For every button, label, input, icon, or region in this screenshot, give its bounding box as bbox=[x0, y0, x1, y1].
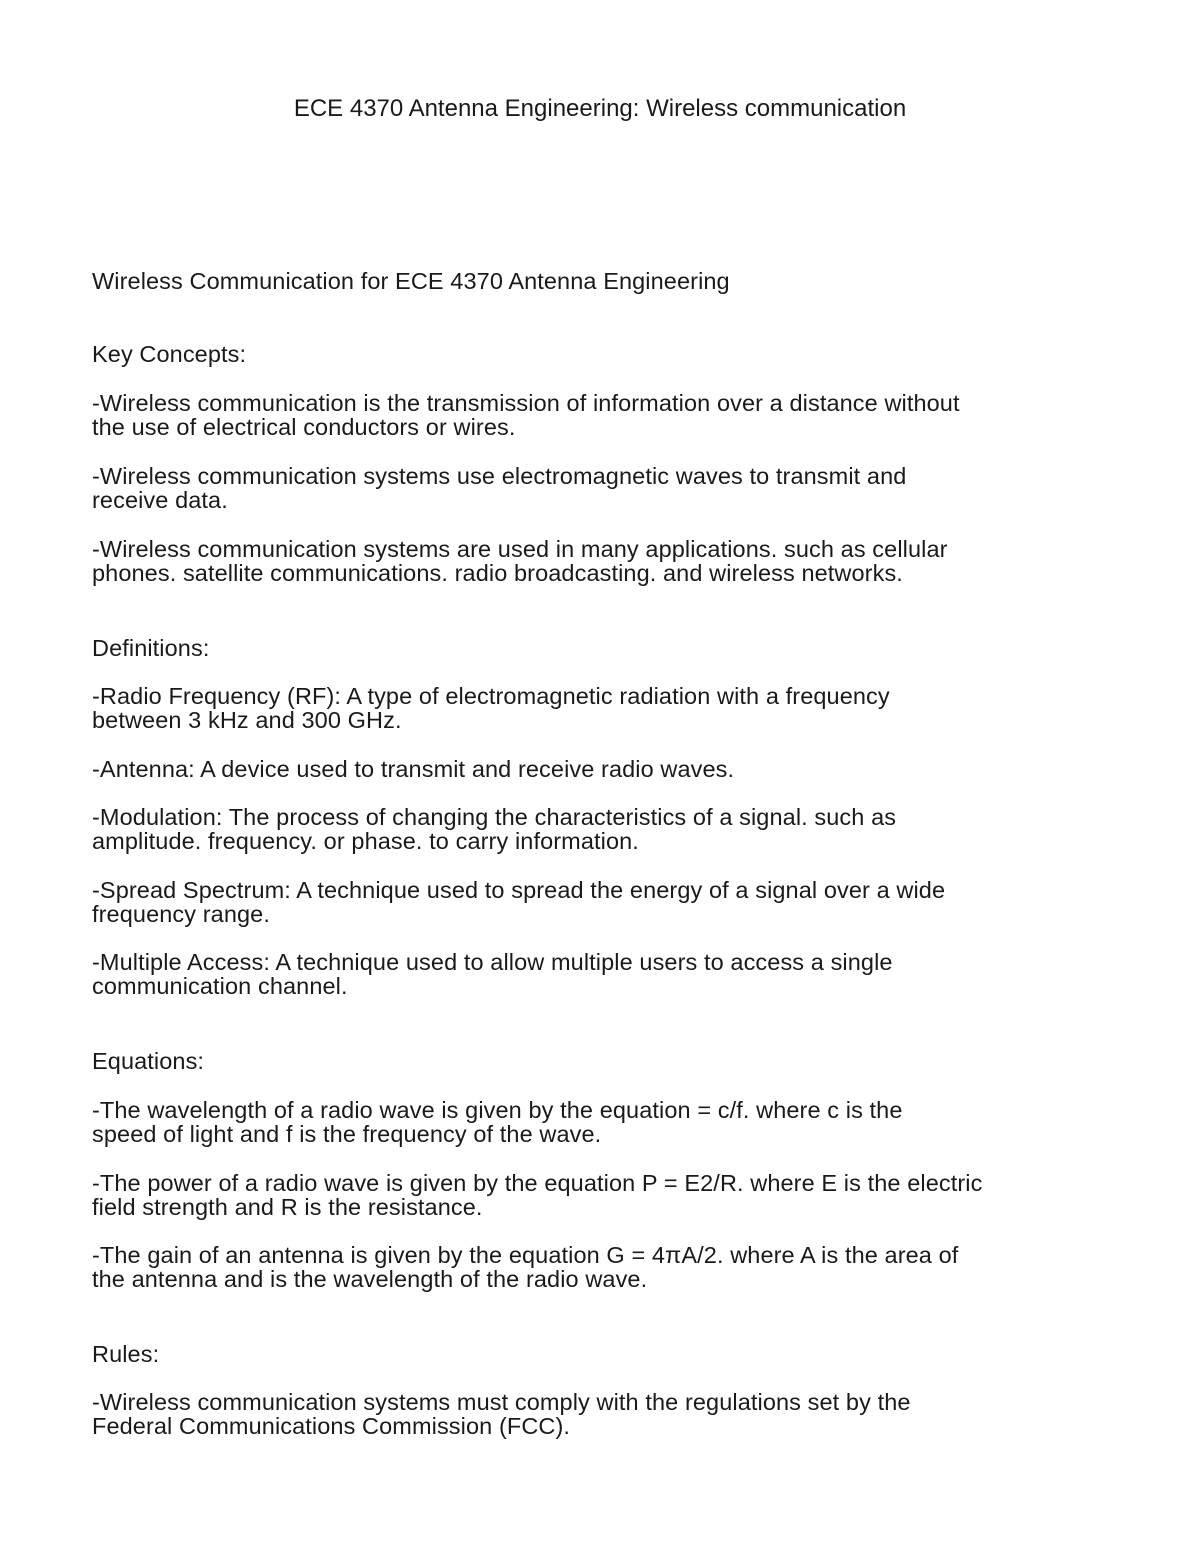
line: -Spread Spectrum: A technique used to spread the energy of a signal over a wide bbox=[92, 877, 946, 903]
definition-item bbox=[92, 805, 896, 853]
document-title: ECE 4370 Antenna Engineering: Wireless communication bbox=[293, 95, 907, 122]
key-concept-item bbox=[92, 464, 906, 512]
line: -Wireless communication systems use electromagnetic waves to transmit and bbox=[92, 463, 907, 489]
equations-heading: Equations: bbox=[92, 1048, 205, 1074]
definition-item bbox=[92, 684, 890, 732]
line: between 3 kHz and 300 GHz. bbox=[92, 707, 402, 733]
line: -Radio Frequency (RF): A type of electromagnetic radiation with a frequency bbox=[92, 683, 890, 709]
line: receive data. bbox=[92, 487, 228, 513]
line: -Multiple Access: A technique used to allow multiple users to access a single bbox=[92, 949, 893, 975]
rules-heading: Rules: bbox=[92, 1341, 160, 1367]
line: -Modulation: The process of changing the characteristics of a signal. such as bbox=[92, 804, 897, 830]
document-subtitle: Wireless Communication for ECE 4370 Antenna Engineering bbox=[92, 268, 730, 294]
equation-item bbox=[92, 1171, 982, 1219]
definition-item bbox=[92, 757, 734, 781]
definition-item bbox=[92, 950, 893, 998]
line: field strength and R is the resistance. bbox=[92, 1194, 483, 1220]
line: amplitude. frequency. or phase. to carry information. bbox=[92, 828, 639, 854]
line: phones. satellite communications. radio broadcasting. and wireless networks. bbox=[92, 560, 903, 586]
line: the antenna and is the wavelength of the radio wave. bbox=[92, 1266, 648, 1292]
line: -The wavelength of a radio wave is given by the equation = c/f. where c is the bbox=[92, 1097, 903, 1123]
key-concepts-heading: Key Concepts: bbox=[92, 341, 247, 367]
definitions-heading: Definitions: bbox=[92, 635, 210, 661]
line: -The gain of an antenna is given by the equation G = 4πA/2. where A is the area of bbox=[92, 1242, 959, 1268]
definition-item bbox=[92, 878, 945, 926]
line: Federal Communications Commission (FCC). bbox=[92, 1413, 571, 1439]
line: -Wireless communication systems must comply with the regulations set by the bbox=[92, 1389, 911, 1415]
equation-item bbox=[92, 1243, 958, 1291]
line: communication channel. bbox=[92, 973, 348, 999]
line: the use of electrical conductors or wires. bbox=[92, 414, 516, 440]
line: speed of light and f is the frequency of the wave. bbox=[92, 1121, 602, 1147]
line: -Wireless communication systems are used in many applications. such as cellular bbox=[92, 536, 948, 562]
line: frequency range. bbox=[92, 901, 270, 927]
equation-item bbox=[92, 1098, 903, 1146]
line: -The power of a radio wave is given by the equation P = E2/R. where E is the electric bbox=[92, 1170, 983, 1196]
line: -Antenna: A device used to transmit and receive radio waves. bbox=[92, 756, 735, 782]
line: -Wireless communication is the transmission of information over a distance without bbox=[92, 390, 960, 416]
rule-item bbox=[92, 1390, 911, 1438]
key-concept-item bbox=[92, 391, 960, 439]
key-concept-item bbox=[92, 537, 948, 585]
